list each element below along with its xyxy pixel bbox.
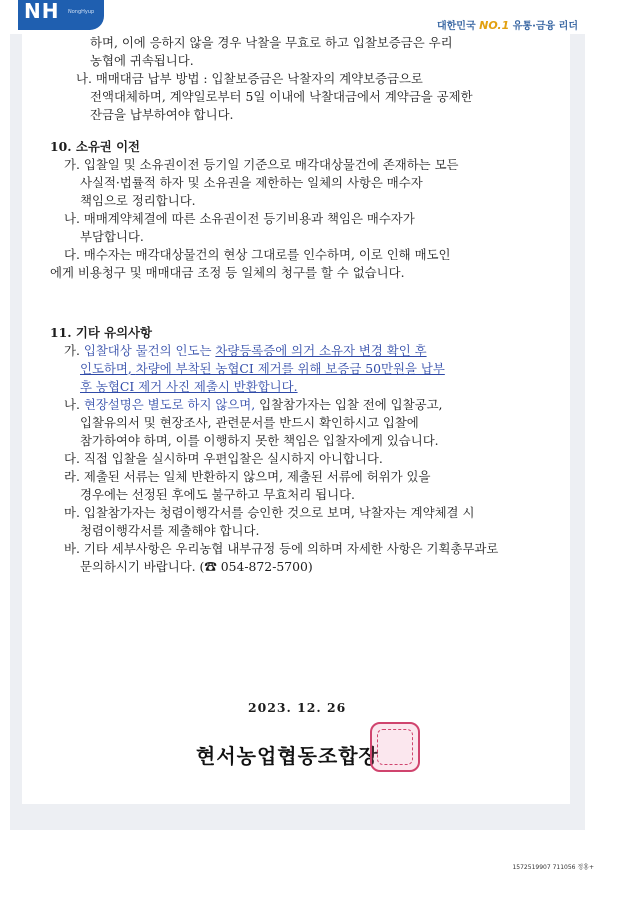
list-item-ga-delivery bbox=[50, 342, 570, 360]
text-line: 부담합니다. bbox=[80, 229, 144, 244]
text-line bbox=[50, 360, 570, 378]
text-line: 청렴이행각서를 제출해야 합니다. bbox=[80, 523, 260, 538]
organization-signature: 현서농업협동조합장 bbox=[196, 744, 379, 768]
section-10-title: 10. 소유권 이전 bbox=[50, 139, 141, 154]
seal-border bbox=[377, 729, 413, 765]
text-line bbox=[50, 378, 570, 396]
text-span: 입찰참가자는 입찰 전에 입찰공고, bbox=[255, 397, 443, 412]
item-prefix: 가. bbox=[64, 343, 84, 358]
highlight-text: 인도하며, bbox=[80, 361, 136, 376]
list-item-da: 다. 직접 입찰을 실시하며 우편입찰은 실시하지 아니합니다. bbox=[64, 451, 383, 466]
highlight-text: 입찰대상 물건의 인도는 bbox=[83, 343, 216, 358]
contact-line: 문의하시기 바랍니다. (☎ 054-872-5700) bbox=[80, 559, 313, 574]
underlined-text: 후 농협CI 제거 사진 제출시 반환합니다. bbox=[80, 379, 298, 394]
text-line: 경우에는 선정된 후에도 불구하고 무효처리 됩니다. bbox=[80, 487, 355, 502]
slogan-suffix: 유통·금융 리더 bbox=[512, 21, 578, 32]
logo-mark: NH bbox=[24, 0, 60, 23]
text-line: 에게 비용청구 및 매매대금 조정 등 일체의 청구를 할 수 없습니다. bbox=[50, 265, 405, 280]
section-11-title: 11. 기타 유의사항 bbox=[50, 325, 153, 340]
text-line: 책임으로 정리합니다. bbox=[80, 193, 196, 208]
list-item-ma: 마. 입찰참가자는 청렴이행각서를 승인한 것으로 보며, 낙찰자는 계약체결 시 bbox=[64, 505, 475, 520]
text-line: 입찰유의서 및 현장조사, 관련문서를 반드시 확인하시고 입찰에 bbox=[80, 415, 419, 430]
highlight-text: 현장설명은 별도로 하지 않으며, bbox=[83, 397, 256, 412]
list-item-na-site bbox=[50, 396, 570, 414]
text-line: 참가하여야 하며, 이를 이행하지 못한 책임은 입찰자에게 있습니다. bbox=[80, 433, 439, 448]
list-item-ga: 가. 입찰일 및 소유권이전 등기일 기준으로 매각대상물건에 존재하는 모든 bbox=[64, 157, 459, 172]
official-seal bbox=[370, 722, 420, 772]
list-item-ra: 라. 제출된 서류는 일체 반환하지 않으며, 제출된 서류에 허위가 있을 bbox=[64, 469, 431, 484]
footer-code: 1572519907 711056 정홍+ bbox=[512, 864, 594, 871]
underlined-text: 차량등록증에 의거 소유자 변경 확인 후 bbox=[215, 343, 427, 358]
text-line: 하며, 이에 응하지 않을 경우 낙찰을 무효로 하고 입찰보증금은 우리 bbox=[90, 35, 453, 50]
logo-subtitle: NongHyup bbox=[68, 9, 95, 15]
underlined-text: 차량에 부착된 농협CI 제거를 위해 보증금 50만원을 납부 bbox=[135, 361, 445, 376]
list-item-ba: 바. 기타 세부사항은 우리농협 내부규정 등에 의하며 자세한 사항은 기획총무과로 bbox=[64, 541, 499, 556]
slogan-emphasis: NO.1 bbox=[479, 19, 510, 32]
text-line: 사실적·법률적 하자 및 소유권을 제한하는 일체의 사항은 매수자 bbox=[80, 175, 423, 190]
document-date: 2023. 12. 26 bbox=[248, 700, 347, 715]
list-item-da: 다. 매수자는 매각대상물건의 현상 그대로를 인수하며, 이로 인해 매도인 bbox=[64, 247, 451, 262]
text-line: 전액대체하며, 계약일로부터 5일 이내에 낙찰대금에서 계약금을 공제한 bbox=[90, 89, 473, 104]
text-line: 잔금을 납부하여야 합니다. bbox=[90, 107, 234, 122]
list-item-na-payment: 나. 매매대금 납부 방법 : 입찰보증금은 낙찰자의 계약보증금으로 bbox=[76, 71, 423, 86]
document-body bbox=[50, 34, 570, 576]
list-item-na: 나. 매매계약체결에 따른 소유권이전 등기비용과 책임은 매수자가 bbox=[64, 211, 415, 226]
nh-logo bbox=[18, 0, 104, 30]
text-line: 농협에 귀속됩니다. bbox=[90, 53, 194, 68]
spacer bbox=[50, 282, 570, 310]
brand-slogan bbox=[437, 17, 578, 32]
slogan-prefix: 대한민국 bbox=[436, 21, 476, 32]
item-prefix: 나. bbox=[64, 397, 84, 412]
